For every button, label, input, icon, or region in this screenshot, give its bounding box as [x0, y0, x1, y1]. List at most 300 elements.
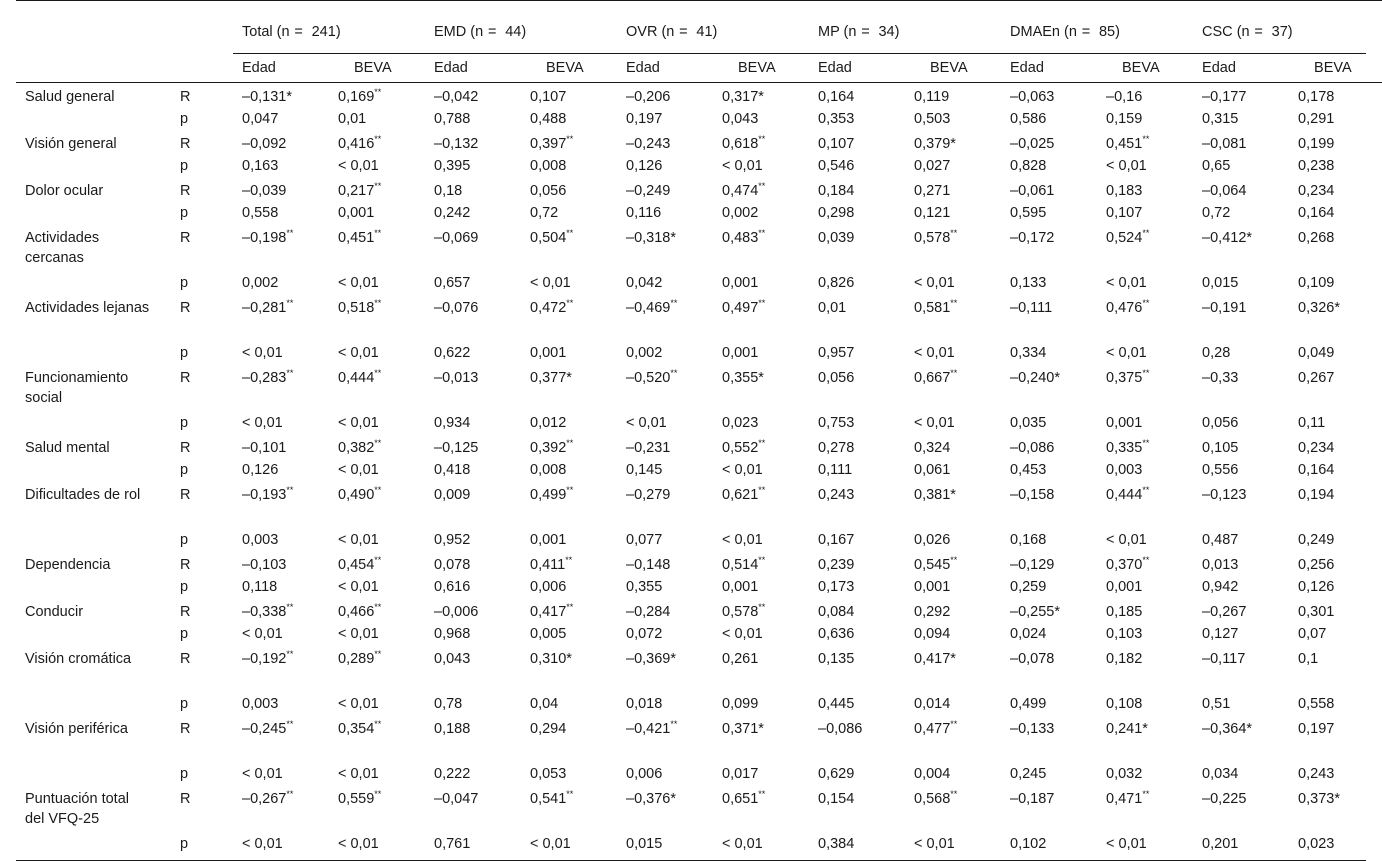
- significance-marker: **: [566, 228, 574, 238]
- p-value: 0,001: [1106, 415, 1143, 431]
- r-value: 0,268: [1298, 230, 1335, 246]
- r-value: 0,451**: [338, 228, 382, 246]
- p-value: < 0,01: [1106, 275, 1147, 291]
- p-value: 0,418: [434, 462, 471, 478]
- r-value: –0,279: [626, 487, 671, 503]
- r-value: –0,284: [626, 604, 671, 620]
- p-value: 0,001: [530, 532, 567, 548]
- r-value: –0,16: [1106, 89, 1143, 105]
- r-value: 0,370**: [1106, 555, 1150, 573]
- p-value: 0,018: [626, 696, 663, 712]
- p-value: < 0,01: [530, 275, 571, 291]
- table-row-p: [16, 271, 1382, 294]
- p-value: 0,51: [1202, 696, 1231, 712]
- r-value: 0,381*: [914, 487, 956, 503]
- row-label: [16, 364, 171, 411]
- p-value: 0,243: [1298, 766, 1335, 782]
- r-value: 0,154: [818, 791, 855, 807]
- n-prefix: (n: [661, 24, 675, 40]
- table-row-p: [16, 832, 1382, 861]
- p-value: 0,133: [1010, 275, 1047, 291]
- p-value: 0,061: [914, 462, 951, 478]
- r-value: –0,318*: [626, 230, 676, 246]
- p-value: 0,107: [1106, 205, 1143, 221]
- r-value: 0,301: [1298, 604, 1335, 620]
- table-row-p: [16, 458, 1382, 481]
- r-value: –0,063: [1010, 89, 1055, 105]
- p-value: < 0,01: [338, 626, 379, 642]
- r-value: 0,651**: [722, 789, 766, 807]
- r-value: 0,371*: [722, 721, 764, 737]
- significance-marker: **: [286, 719, 294, 729]
- r-value: 0,239: [818, 557, 855, 573]
- r-value: –0,376*: [626, 791, 676, 807]
- p-value: 0,005: [530, 626, 567, 642]
- r-value: –0,131*: [242, 89, 292, 105]
- significance-marker: **: [758, 485, 766, 495]
- p-value: 0,012: [530, 415, 567, 431]
- row-label: [16, 598, 171, 622]
- r-value: 0,292: [914, 604, 951, 620]
- r-value: 0,056: [818, 370, 855, 386]
- row-label-blank: [16, 692, 171, 715]
- significance-marker: **: [950, 368, 958, 378]
- p-value: 0,556: [1202, 462, 1239, 478]
- table-row-r: [16, 434, 1382, 458]
- correlation-table-container: [16, 0, 1382, 861]
- p-value: < 0,01: [338, 579, 379, 595]
- r-value: 0,009: [434, 487, 471, 503]
- stat-p-label: p: [180, 158, 189, 174]
- p-value: < 0,01: [242, 766, 283, 782]
- r-value: 0,107: [530, 89, 567, 105]
- p-value: 0,636: [818, 626, 855, 642]
- p-value: 0,167: [818, 532, 855, 548]
- p-value: 0,595: [1010, 205, 1047, 221]
- r-value: 0,261: [722, 651, 759, 667]
- p-value: 0,006: [626, 766, 663, 782]
- row-label: [16, 224, 171, 271]
- significance-marker: **: [374, 298, 382, 308]
- r-value: 0,497**: [722, 298, 766, 316]
- significance-marker: **: [565, 555, 573, 565]
- r-value: –0,042: [434, 89, 479, 105]
- r-value: 0,476**: [1106, 298, 1150, 316]
- p-value: 0,168: [1010, 532, 1047, 548]
- stat-p-label: p: [180, 696, 189, 712]
- r-value: 0,379*: [914, 136, 956, 152]
- r-value: –0,421**: [626, 719, 678, 737]
- row-label-text: Conducir: [25, 604, 84, 620]
- significance-marker: **: [566, 602, 574, 612]
- r-value: –0,283**: [242, 368, 294, 386]
- p-value: < 0,01: [242, 626, 283, 642]
- r-value: 0,355*: [722, 370, 764, 386]
- p-value: < 0,01: [914, 275, 955, 291]
- r-value: 0,039: [818, 230, 855, 246]
- r-value: 0,382**: [338, 438, 382, 456]
- p-value: 0,04: [530, 696, 559, 712]
- stat-r-label: R: [180, 370, 191, 386]
- r-value: –0,078: [1010, 651, 1055, 667]
- p-value: 0,546: [818, 158, 855, 174]
- p-value: 0,629: [818, 766, 855, 782]
- table-row-r: [16, 645, 1382, 692]
- r-value: 0,084: [818, 604, 855, 620]
- r-value: 0,164: [818, 89, 855, 105]
- p-value: 0,65: [1202, 158, 1231, 174]
- group-header-row: [16, 1, 1382, 54]
- p-value: 0,111: [818, 462, 853, 478]
- p-value: 0,828: [1010, 158, 1047, 174]
- r-value: 0,169**: [338, 87, 382, 105]
- n-prefix: (n: [470, 24, 484, 40]
- p-value: 0,072: [626, 626, 663, 642]
- significance-marker: **: [758, 602, 766, 612]
- p-value: < 0,01: [233, 832, 329, 861]
- r-value: 0,444**: [1106, 485, 1150, 503]
- r-value: –0,025: [1010, 136, 1055, 152]
- row-label: [16, 785, 171, 832]
- stat-r-label: R: [180, 183, 191, 199]
- p-value: 0,942: [1202, 579, 1239, 595]
- r-value: –0,076: [434, 300, 479, 316]
- significance-marker: **: [374, 602, 382, 612]
- subheader-edad: Edad: [434, 60, 468, 76]
- r-value: 0,056: [530, 183, 567, 199]
- significance-marker: **: [566, 485, 574, 495]
- table-row-p: [16, 692, 1382, 715]
- r-value: 0,197: [1298, 721, 1335, 737]
- r-value: 0,373*: [1298, 791, 1340, 807]
- n-equals: =: [861, 24, 870, 40]
- p-value: 0,487: [1202, 532, 1239, 548]
- subheader-blank-label: [16, 54, 171, 83]
- subheader-blank-rp: [171, 54, 233, 83]
- group-name: EMD: [434, 24, 467, 40]
- n-close: ): [712, 24, 718, 40]
- table-row-p: [16, 201, 1382, 224]
- significance-marker: **: [374, 485, 382, 495]
- n-equals: =: [1254, 24, 1263, 40]
- r-value: –0,101: [242, 440, 287, 456]
- p-value: 0,249: [1298, 532, 1335, 548]
- p-value: 0,01: [338, 111, 367, 127]
- r-value: 0,518**: [338, 298, 382, 316]
- table-header: [16, 1, 1382, 83]
- p-value: < 0,01: [338, 696, 379, 712]
- row-label: [16, 294, 171, 341]
- significance-marker: **: [374, 368, 382, 378]
- r-value: 0,417**: [530, 602, 574, 620]
- group-n: 34: [878, 24, 895, 40]
- r-value: –0,191: [1202, 300, 1247, 316]
- r-value: 0,499**: [530, 485, 574, 503]
- significance-marker: **: [1142, 485, 1150, 495]
- table-row-p: [16, 411, 1382, 434]
- stat-p-label: p: [180, 345, 189, 361]
- significance-marker: **: [566, 134, 574, 144]
- r-value: –0,123: [1202, 487, 1247, 503]
- r-value: –0,231: [626, 440, 671, 456]
- p-value: 0,173: [818, 579, 855, 595]
- correlation-table: [16, 0, 1382, 861]
- table-row-p: [16, 107, 1382, 130]
- significance-marker: **: [374, 181, 382, 191]
- r-value: 0,243: [818, 487, 855, 503]
- row-label-blank: [16, 154, 171, 177]
- table-row-r: [16, 481, 1382, 528]
- p-value: 0,026: [914, 532, 951, 548]
- table-row-p: [16, 341, 1382, 364]
- p-value: 0,753: [818, 415, 855, 431]
- group-header-csc: [1193, 1, 1366, 54]
- p-value: 0,826: [818, 275, 855, 291]
- r-value: –0,081: [1202, 136, 1247, 152]
- table-row-p: [16, 154, 1382, 177]
- r-value: 0,471**: [1106, 789, 1150, 807]
- p-value: 0,291: [1298, 111, 1335, 127]
- significance-marker: **: [566, 438, 574, 448]
- p-value: < 0,01: [1106, 345, 1147, 361]
- p-value: 0,761: [425, 832, 521, 861]
- subheader-edad: Edad: [1010, 60, 1044, 76]
- p-value: 0,934: [434, 415, 471, 431]
- table-row-r: [16, 224, 1382, 271]
- row-label-blank: [16, 762, 171, 785]
- p-value: 0,002: [626, 345, 663, 361]
- p-value: 0,034: [1202, 766, 1239, 782]
- r-value: 0,444**: [338, 368, 382, 386]
- p-value: 0,001: [1106, 579, 1143, 595]
- r-value: –0,125: [434, 440, 479, 456]
- p-value: 0,102: [1001, 832, 1097, 861]
- p-value: < 0,01: [905, 832, 1001, 861]
- group-header-mp: [809, 1, 1001, 54]
- r-value: 0,194: [1298, 487, 1335, 503]
- significance-marker: **: [566, 789, 574, 799]
- r-value: 0,18: [434, 183, 463, 199]
- p-value: 0,445: [818, 696, 855, 712]
- group-n: 41: [696, 24, 713, 40]
- group-header-ovr: [617, 1, 809, 54]
- group-header-total: [233, 1, 425, 54]
- group-name: MP: [818, 24, 840, 40]
- stat-r-label: R: [180, 440, 191, 456]
- p-value: 0,024: [1010, 626, 1047, 642]
- row-label-blank: [16, 458, 171, 481]
- p-value: 0,488: [530, 111, 567, 127]
- r-value: 0,504**: [530, 228, 574, 246]
- p-value: 0,245: [1010, 766, 1047, 782]
- p-value: < 0,01: [338, 158, 379, 174]
- r-value: –0,086: [1010, 440, 1055, 456]
- p-value: < 0,01: [914, 415, 955, 431]
- group-name: CSC: [1202, 24, 1233, 40]
- significance-marker: **: [374, 134, 382, 144]
- p-value: 0,72: [1202, 205, 1231, 221]
- r-value: –0,039: [242, 183, 287, 199]
- r-value: 0,234: [1298, 440, 1335, 456]
- p-value: 0,014: [914, 696, 951, 712]
- significance-marker: **: [950, 719, 958, 729]
- r-value: 0,326*: [1298, 300, 1340, 316]
- r-value: –0,129: [1010, 557, 1055, 573]
- p-value: 0,453: [1010, 462, 1047, 478]
- p-value: 0,004: [914, 766, 951, 782]
- row-label-text: Puntuación total del VFQ-25: [25, 791, 129, 827]
- r-value: 0,184: [818, 183, 855, 199]
- p-value: 0,001: [338, 205, 375, 221]
- significance-marker: **: [286, 789, 294, 799]
- p-value: 0,047: [242, 111, 279, 127]
- p-value: 0,035: [1010, 415, 1047, 431]
- r-value: –0,281**: [242, 298, 294, 316]
- r-value: 0,241*: [1106, 721, 1148, 737]
- p-value: 0,334: [1010, 345, 1047, 361]
- p-value: 0,384: [809, 832, 905, 861]
- row-label: [16, 645, 171, 692]
- subheader-edad: Edad: [242, 60, 276, 76]
- p-value: 0,003: [242, 696, 279, 712]
- r-value: –0,069: [434, 230, 479, 246]
- r-value: 0,483**: [722, 228, 766, 246]
- p-value: 0,788: [434, 111, 471, 127]
- table-row-r: [16, 364, 1382, 411]
- p-value: 0,586: [1010, 111, 1047, 127]
- r-value: –0,249: [626, 183, 671, 199]
- p-value: 0,164: [1298, 205, 1335, 221]
- r-value: 0,178: [1298, 89, 1335, 105]
- p-value: 0,622: [434, 345, 471, 361]
- r-value: 0,466**: [338, 602, 382, 620]
- p-value: < 0,01: [338, 415, 379, 431]
- r-value: –0,520**: [626, 368, 678, 386]
- p-value: 0,042: [626, 275, 663, 291]
- p-value: 0,008: [530, 462, 567, 478]
- row-label-text: Actividades cercanas: [25, 230, 100, 266]
- p-value: 0,121: [914, 205, 951, 221]
- r-value: 0,043: [434, 651, 471, 667]
- table-row-r: [16, 177, 1382, 201]
- n-close: ): [335, 24, 341, 40]
- significance-marker: **: [374, 719, 382, 729]
- p-value: 0,968: [434, 626, 471, 642]
- p-value: < 0,01: [338, 462, 379, 478]
- stat-r-label: R: [180, 89, 191, 105]
- r-value: –0,061: [1010, 183, 1055, 199]
- p-value: < 0,01: [329, 832, 425, 861]
- r-value: 0,524**: [1106, 228, 1150, 246]
- row-label: [16, 715, 171, 762]
- significance-marker: **: [374, 87, 382, 97]
- group-name: Total: [242, 24, 273, 40]
- r-value: –0,412*: [1202, 230, 1253, 246]
- row-label-blank: [16, 411, 171, 434]
- p-value: < 0,01: [242, 415, 283, 431]
- p-value: 0,197: [626, 111, 663, 127]
- table-row-r: [16, 551, 1382, 575]
- significance-marker: **: [1142, 555, 1150, 565]
- r-value: –0,192**: [242, 649, 294, 667]
- p-value: 0,222: [434, 766, 471, 782]
- p-value: 0,126: [626, 158, 663, 174]
- row-label-blank: [16, 575, 171, 598]
- significance-marker: **: [1142, 298, 1150, 308]
- row-label-blank: [16, 528, 171, 551]
- r-value: 0,199: [1298, 136, 1335, 152]
- stat-p-label: p: [180, 532, 189, 548]
- significance-marker: **: [566, 298, 574, 308]
- significance-marker: **: [1142, 368, 1150, 378]
- r-value: –0,148: [626, 557, 671, 573]
- r-value: –0,177: [1202, 89, 1247, 105]
- n-close: ): [521, 24, 527, 40]
- p-value: 0,015: [617, 832, 713, 861]
- p-value: 0,001: [722, 579, 759, 595]
- p-value: 0,077: [626, 532, 663, 548]
- row-label-text: Funcionamiento social: [25, 370, 129, 406]
- p-value: 0,503: [914, 111, 951, 127]
- significance-marker: **: [1142, 789, 1150, 799]
- r-value: –0,103: [242, 557, 287, 573]
- significance-marker: **: [670, 719, 678, 729]
- p-value: 0,056: [1202, 415, 1239, 431]
- p-value: 0,023: [1289, 832, 1366, 861]
- significance-marker: **: [374, 789, 382, 799]
- subheader-beva: BEVA: [738, 60, 776, 76]
- row-label-text: Actividades lejanas: [25, 300, 150, 316]
- p-value: 0,116: [626, 205, 662, 221]
- p-value: 0,094: [914, 626, 951, 642]
- n-prefix: (n: [1236, 24, 1250, 40]
- row-label-blank: [16, 622, 171, 645]
- r-value: 0,256: [1298, 557, 1335, 573]
- p-value: < 0,01: [338, 532, 379, 548]
- row-label: [16, 434, 171, 458]
- p-value: < 0,01: [242, 345, 283, 361]
- p-value: 0,002: [242, 275, 279, 291]
- significance-marker: **: [1142, 228, 1150, 238]
- r-value: 0,271: [914, 183, 951, 199]
- r-value: –0,132: [434, 136, 479, 152]
- r-value: 0,182: [1106, 651, 1143, 667]
- r-value: –0,047: [434, 791, 479, 807]
- p-value: 0,957: [818, 345, 855, 361]
- r-value: 0,01: [818, 300, 847, 316]
- n-prefix: (n: [843, 24, 857, 40]
- p-value: < 0,01: [722, 462, 763, 478]
- stat-p-label: p: [180, 415, 189, 431]
- table-row-r: [16, 83, 1382, 108]
- r-value: –0,338**: [242, 602, 294, 620]
- r-value: –0,469**: [626, 298, 678, 316]
- r-value: 0,545**: [914, 555, 958, 573]
- p-value: 0,053: [530, 766, 567, 782]
- significance-marker: **: [758, 789, 766, 799]
- p-value: < 0,01: [722, 532, 763, 548]
- significance-marker: **: [286, 368, 294, 378]
- p-value: 0,558: [1298, 696, 1335, 712]
- n-close: ): [894, 24, 900, 40]
- r-value: 0,621**: [722, 485, 766, 503]
- subheader-beva: BEVA: [354, 60, 392, 76]
- p-value: 0,616: [434, 579, 471, 595]
- r-value: 0,183: [1106, 183, 1143, 199]
- r-value: –0,187: [1010, 791, 1055, 807]
- p-value: 0,006: [530, 579, 567, 595]
- row-label-blank: [16, 341, 171, 364]
